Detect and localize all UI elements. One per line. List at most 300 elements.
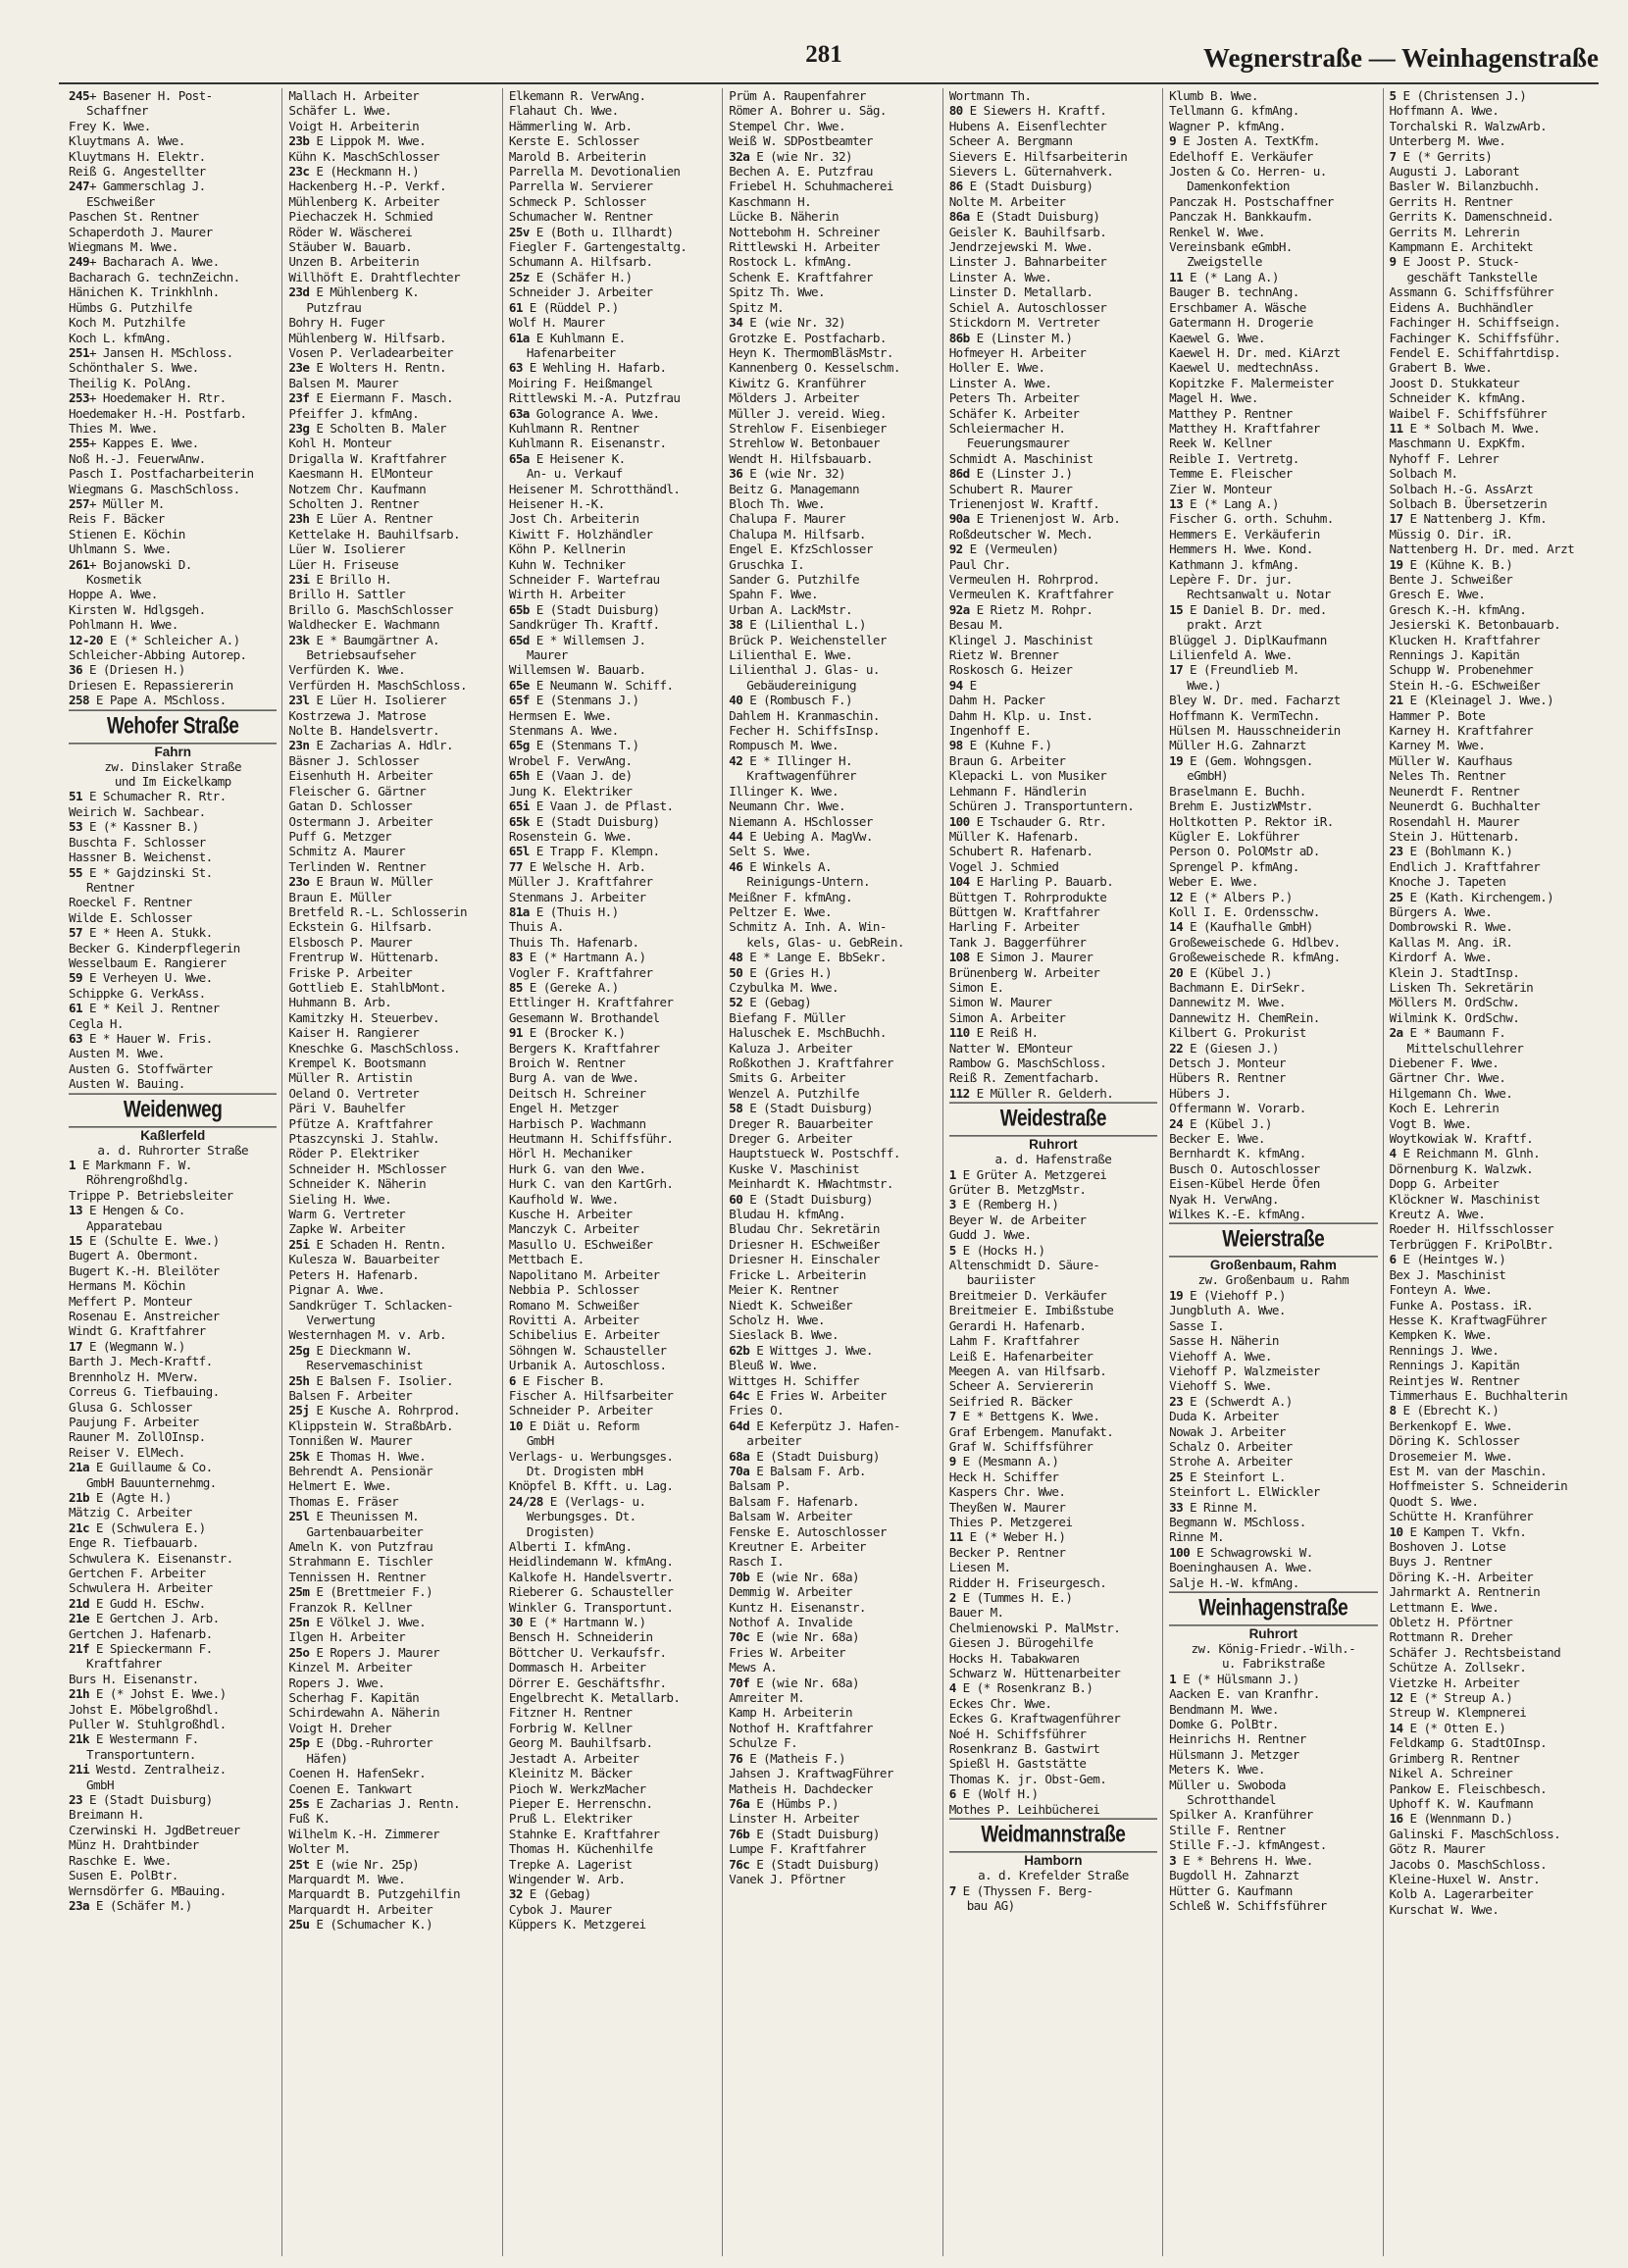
entry-continuation bbox=[69, 194, 277, 209]
directory-entry bbox=[1169, 693, 1377, 707]
header-rule bbox=[59, 82, 1599, 84]
entry-text: Coenen E. Tankwart bbox=[288, 1780, 413, 1796]
directory-entry bbox=[1169, 784, 1377, 799]
directory-entry bbox=[288, 331, 496, 345]
directory-entry bbox=[949, 1711, 1157, 1726]
directory-entry bbox=[949, 1364, 1157, 1378]
entry-text: E Daniel B. Dr. med. bbox=[1183, 601, 1327, 617]
house-number: 76 bbox=[729, 1750, 743, 1766]
directory-entry bbox=[949, 662, 1157, 677]
entry-text: Terbrüggen F. KriPolBtr. bbox=[1389, 1236, 1554, 1252]
directory-entry bbox=[729, 1252, 937, 1266]
entry-text: Natter W. EMonteur bbox=[948, 1040, 1073, 1056]
directory-entry bbox=[949, 1197, 1157, 1211]
entry-text: Hafenarbeiter bbox=[526, 344, 616, 360]
entry-text: Nolte M. Arbeiter bbox=[948, 193, 1066, 209]
directory-entry bbox=[729, 965, 937, 980]
directory-entry bbox=[509, 1827, 717, 1841]
directory-entry bbox=[69, 1460, 277, 1474]
directory-entry bbox=[1390, 254, 1598, 269]
entry-text: Koch M. Putzhilfe bbox=[69, 315, 185, 331]
entry-text: Jungbluth A. Wwe. bbox=[1169, 1303, 1286, 1318]
directory-entry bbox=[1390, 149, 1598, 164]
directory-entry bbox=[1169, 1409, 1377, 1423]
entry-text: E Siewers H. Kraftf. bbox=[962, 103, 1107, 119]
house-number: 65k bbox=[508, 813, 530, 829]
directory-entry bbox=[949, 1288, 1157, 1303]
directory-entry bbox=[1390, 965, 1598, 980]
directory-entry bbox=[69, 647, 277, 662]
entry-text: E * Illinger H. bbox=[742, 752, 852, 768]
entry-continuation bbox=[288, 1313, 496, 1327]
entry-text: Strahmann E. Tischler bbox=[288, 1554, 433, 1570]
entry-text: Söhngen W. Schausteller bbox=[508, 1342, 667, 1358]
entry-text: E Nattenberg J. Kfm. bbox=[1402, 511, 1548, 527]
entry-text: E Theunissen M. bbox=[309, 1509, 420, 1524]
entry-text: Hoffmann A. Wwe. bbox=[1389, 103, 1500, 119]
entry-text: Meißner F. kfmAng. bbox=[729, 889, 852, 904]
entry-text: Schubert R. Hafenarb. bbox=[948, 844, 1094, 859]
entry-text: E (Kübel J.) bbox=[1183, 1115, 1272, 1131]
house-number: 11 bbox=[1389, 420, 1403, 436]
entry-text: Großeweischede G. Hdlbev. bbox=[1169, 934, 1341, 950]
directory-columns bbox=[63, 88, 1603, 2256]
entry-text: Knoche J. Tapeten bbox=[1389, 874, 1506, 890]
directory-entry bbox=[949, 1666, 1157, 1680]
directory-entry bbox=[1390, 1373, 1598, 1388]
directory-entry bbox=[1390, 890, 1598, 904]
entry-text: Schleiermacher H. bbox=[948, 420, 1066, 436]
entry-text: E (Stadt Duisburg) bbox=[742, 1191, 873, 1207]
directory-entry bbox=[1390, 935, 1598, 950]
directory-entry bbox=[1169, 1778, 1377, 1792]
directory-entry bbox=[1390, 1449, 1598, 1464]
directory-entry bbox=[509, 1267, 717, 1282]
directory-entry bbox=[1169, 1364, 1377, 1378]
entry-text: Jost Ch. Arbeiterin bbox=[508, 511, 639, 527]
district-heading: Hamborn bbox=[1024, 1853, 1083, 1869]
entry-text: E * Hauer W. Fris. bbox=[81, 1030, 213, 1046]
entry-text: E Schwagrowski W. bbox=[1190, 1544, 1313, 1560]
house-number: 38 bbox=[729, 617, 743, 633]
entry-text: Dörrer E. Geschäftsfhr. bbox=[508, 1675, 667, 1690]
directory-entry bbox=[729, 300, 937, 315]
directory-entry bbox=[729, 119, 937, 133]
entry-text: Gertchen J. Hafenarb. bbox=[69, 1625, 213, 1641]
directory-entry bbox=[69, 970, 277, 985]
entry-text: Gebäudereinigung bbox=[746, 677, 856, 693]
directory-entry bbox=[288, 1902, 496, 1917]
entry-text: E Westermann F. bbox=[88, 1731, 199, 1747]
entry-text: Panczak H. Bankkaufm. bbox=[1169, 209, 1313, 225]
entry-text: bauriister bbox=[966, 1272, 1036, 1288]
entry-text: Lüer W. Isolierer bbox=[288, 541, 406, 557]
house-number: 3 bbox=[948, 1197, 956, 1212]
directory-entry bbox=[69, 1807, 277, 1822]
entry-text: Napolitano M. Arbeiter bbox=[508, 1266, 660, 1282]
entry-text: E (Schwulera E.) bbox=[88, 1520, 206, 1535]
entry-text: Verfürden H. MaschSchloss. bbox=[288, 677, 467, 693]
directory-entry bbox=[729, 239, 937, 254]
directory-entry bbox=[509, 1373, 717, 1388]
directory-entry bbox=[1169, 738, 1377, 752]
directory-entry bbox=[288, 1041, 496, 1056]
entry-text: Schaperdoth J. Maurer bbox=[69, 224, 213, 239]
directory-entry bbox=[729, 859, 937, 874]
directory-entry bbox=[1390, 1600, 1598, 1615]
directory-entry bbox=[288, 1025, 496, 1040]
directory-entry bbox=[949, 693, 1157, 707]
directory-entry bbox=[509, 254, 717, 269]
entry-text: Ettlinger H. Kraftfahrer bbox=[508, 995, 674, 1010]
directory-entry bbox=[1390, 995, 1598, 1009]
entry-text: ESchweißer bbox=[86, 193, 155, 209]
directory-entry bbox=[1390, 482, 1598, 496]
directory-entry bbox=[509, 1735, 717, 1750]
entry-text: Balsam F. Hafenarb. bbox=[729, 1493, 859, 1509]
entry-text: E Trienenjost W. Arb. bbox=[969, 511, 1121, 527]
directory-entry bbox=[949, 1086, 1157, 1101]
entry-text: E (Gebag) bbox=[742, 995, 812, 1010]
entry-text: Kannenberg O. Kesselschm. bbox=[729, 360, 900, 376]
directory-entry bbox=[729, 617, 937, 632]
directory-entry bbox=[288, 1857, 496, 1872]
entry-text: Harbisch P. Wachmann bbox=[508, 1115, 646, 1131]
entry-text: E (Heintges W.) bbox=[1396, 1252, 1506, 1267]
entry-text: E (* Otten E.) bbox=[1402, 1720, 1506, 1735]
entry-text: E (Gries H.) bbox=[742, 964, 833, 980]
entry-text: Spahn F. Wwe. bbox=[729, 587, 819, 602]
entry-text: Weiß W. SDPostbeamter bbox=[729, 133, 873, 149]
directory-entry bbox=[288, 1781, 496, 1796]
house-number: 91 bbox=[508, 1025, 523, 1041]
entry-text: Wilkes K.-E. kfmAng. bbox=[1169, 1207, 1306, 1222]
entry-text: E (Tummes H. E.) bbox=[955, 1590, 1073, 1605]
directory-entry bbox=[1390, 1237, 1598, 1252]
directory-entry bbox=[1390, 1721, 1598, 1735]
house-number: 23n bbox=[288, 738, 310, 753]
entry-continuation bbox=[69, 1747, 277, 1762]
entry-text: Krempel K. Bootsmann bbox=[288, 1056, 427, 1070]
entry-text: Ostermann J. Arbeiter bbox=[288, 813, 433, 829]
entry-text: bau AG) bbox=[966, 1897, 1015, 1913]
entry-text: E Thomas H. Wwe. bbox=[309, 1448, 427, 1464]
directory-entry bbox=[69, 88, 277, 103]
directory-entry bbox=[288, 1131, 496, 1146]
directory-entry bbox=[729, 1086, 937, 1101]
house-number: 15 bbox=[1169, 601, 1184, 617]
directory-entry bbox=[949, 572, 1157, 587]
entry-text: Feuerungsmaurer bbox=[966, 436, 1070, 451]
entry-text: Hümbs G. Putzhilfe bbox=[69, 299, 192, 315]
entry-continuation bbox=[509, 1433, 717, 1448]
entry-text: Bludau Chr. Sekretärin bbox=[729, 1221, 880, 1237]
entry-text: Grotzke E. Postfacharb. bbox=[729, 330, 887, 345]
entry-text: Klöckner W. Maschinist bbox=[1389, 1191, 1541, 1207]
entry-text: Nyhoff F. Lehrer bbox=[1389, 450, 1500, 466]
entry-text: Leiß E. Hafenarbeiter bbox=[948, 1348, 1094, 1364]
entry-text: Aacken E. van Kranfhr. bbox=[1169, 1686, 1320, 1702]
entry-text: Schmeck P. Schlosser bbox=[508, 193, 646, 209]
entry-text: Gerrits M. Lehrerin bbox=[1389, 224, 1520, 239]
directory-entry bbox=[69, 225, 277, 239]
entry-text: Kleinitz M. Bäcker bbox=[508, 1766, 633, 1781]
entry-text: E Markmann F. W. bbox=[75, 1158, 192, 1172]
entry-text: Apparatebau bbox=[86, 1217, 162, 1233]
entry-text: Schleß W. Schiffsführer bbox=[1169, 1897, 1327, 1913]
entry-text: E Schaden H. Rentn. bbox=[309, 1236, 447, 1252]
entry-text: Frey K. Wwe. bbox=[69, 118, 151, 133]
entry-continuation bbox=[729, 1433, 937, 1448]
entry-text: Rechtsanwalt u. Notar bbox=[1187, 587, 1331, 602]
directory-entry bbox=[1390, 103, 1598, 118]
entry-text: E (Viehoff P.) bbox=[1183, 1287, 1286, 1303]
entry-text: Augusti J. Laborant bbox=[1389, 164, 1520, 180]
house-number: 5 bbox=[948, 1242, 956, 1258]
directory-entry bbox=[288, 1221, 496, 1236]
directory-entry bbox=[729, 647, 937, 662]
directory-entry bbox=[1390, 633, 1598, 647]
entry-text: Reinigungs-Untern. bbox=[746, 874, 870, 890]
entry-text: Kurschat W. Wwe. bbox=[1389, 1901, 1500, 1917]
directory-entry bbox=[1169, 950, 1377, 964]
house-number: 83 bbox=[508, 950, 523, 965]
house-number: 61a bbox=[508, 330, 530, 345]
directory-entry bbox=[1169, 496, 1377, 511]
entry-continuation bbox=[949, 1898, 1157, 1913]
directory-entry bbox=[729, 1358, 937, 1372]
entry-text: Torchalski R. WalzwArb. bbox=[1389, 118, 1548, 133]
directory-entry bbox=[1390, 1766, 1598, 1780]
directory-entry bbox=[949, 1349, 1157, 1364]
directory-entry bbox=[729, 587, 937, 601]
entry-text: Becker G. Kinderpflegerin bbox=[69, 940, 240, 955]
house-number: 25k bbox=[288, 1448, 310, 1464]
entry-text: Nyak H. VerwAng. bbox=[1169, 1191, 1279, 1207]
entry-text: Bäsner J. Schlosser bbox=[288, 752, 420, 768]
directory-entry bbox=[69, 119, 277, 133]
directory-entry bbox=[729, 1705, 937, 1720]
directory-entry bbox=[288, 799, 496, 813]
directory-entry bbox=[69, 421, 277, 436]
entry-text: Kreutner E. Arbeiter bbox=[729, 1539, 866, 1554]
directory-entry bbox=[1169, 1056, 1377, 1070]
directory-entry bbox=[69, 1323, 277, 1338]
house-number: 25o bbox=[288, 1644, 310, 1660]
entry-text: Czybulka M. Wwe. bbox=[729, 979, 839, 995]
entry-text: Schmitz A. Inh. A. Win- bbox=[729, 919, 887, 935]
directory-entry bbox=[1169, 88, 1377, 103]
house-number: 86a bbox=[948, 209, 970, 225]
directory-entry bbox=[288, 239, 496, 254]
house-number: 57 bbox=[69, 925, 82, 941]
directory-entry bbox=[949, 1424, 1157, 1439]
directory-entry bbox=[69, 436, 277, 450]
entry-text: Puff G. Metzger bbox=[288, 828, 392, 844]
entry-text: Heck H. Schiffer bbox=[948, 1469, 1059, 1484]
directory-entry bbox=[729, 919, 937, 934]
entry-text: Hermsen E. Wwe. bbox=[508, 707, 612, 723]
directory-entry bbox=[509, 179, 717, 193]
entry-text: Lilienthal J. Glas- u. bbox=[729, 662, 880, 678]
directory-entry bbox=[1390, 1207, 1598, 1221]
entry-text: Ropers J. Wwe. bbox=[288, 1675, 385, 1690]
entry-text: Dannewitz H. ChemRein. bbox=[1169, 1009, 1320, 1025]
directory-entry bbox=[288, 1766, 496, 1780]
entry-text: Brillo H. Sattler bbox=[288, 587, 406, 602]
directory-entry bbox=[69, 1354, 277, 1368]
directory-entry bbox=[1169, 814, 1377, 829]
directory-entry bbox=[1390, 859, 1598, 874]
house-number: 36 bbox=[69, 662, 82, 678]
directory-entry bbox=[509, 1101, 717, 1115]
directory-entry bbox=[509, 1221, 717, 1236]
directory-entry bbox=[288, 859, 496, 874]
directory-entry bbox=[949, 360, 1157, 375]
entry-text: Mallach H. Arbeiter bbox=[288, 88, 420, 103]
directory-entry bbox=[1390, 1690, 1598, 1705]
directory-entry bbox=[729, 406, 937, 421]
directory-entry bbox=[949, 164, 1157, 179]
directory-entry bbox=[509, 995, 717, 1009]
entry-text: Zweigstelle bbox=[1187, 254, 1262, 270]
house-number: 98 bbox=[948, 738, 963, 753]
directory-entry bbox=[288, 617, 496, 632]
entry-text: E (Agte H.) bbox=[88, 1489, 172, 1505]
entry-text: Wernsdörfer G. MBauing. bbox=[69, 1882, 227, 1898]
entry-text: Maurer bbox=[526, 647, 568, 663]
directory-entry bbox=[1169, 1853, 1377, 1868]
entry-text: Hörl H. Mechaniker bbox=[508, 1146, 633, 1161]
entry-text: Braun G. Arbeiter bbox=[948, 752, 1066, 768]
entry-text: + Kappes E. Wwe. bbox=[88, 436, 199, 451]
entry-text: Kühn K. MaschSchlosser bbox=[288, 148, 440, 164]
house-number: 25i bbox=[288, 1236, 310, 1252]
entry-text: E Wolters H. Rentn. bbox=[309, 360, 447, 376]
directory-entry bbox=[949, 1439, 1157, 1454]
directory-entry bbox=[1169, 1672, 1377, 1686]
directory-entry bbox=[288, 1282, 496, 1297]
entry-text: Vereinsbank eGmbH. bbox=[1169, 239, 1293, 255]
directory-entry bbox=[1169, 406, 1377, 421]
entry-text: Temme E. Fleischer bbox=[1169, 466, 1293, 482]
directory-entry bbox=[509, 1494, 717, 1509]
entry-text: Haluschek E. MschBuchh. bbox=[729, 1025, 887, 1041]
entry-text: Schleicher-Abbing Autorep. bbox=[69, 647, 247, 663]
entry-text: Viehoff S. Wwe. bbox=[1169, 1378, 1272, 1394]
house-number: 70c bbox=[729, 1629, 750, 1645]
directory-entry bbox=[288, 345, 496, 360]
entry-text: Schönthaler S. Wwe. bbox=[69, 360, 199, 376]
entry-text: Hocks H. Tabakwaren bbox=[948, 1650, 1080, 1666]
directory-entry bbox=[288, 179, 496, 193]
entry-text: Stienen E. Köchin bbox=[69, 526, 185, 541]
directory-entry bbox=[949, 950, 1157, 964]
directory-entry bbox=[69, 1490, 277, 1505]
entry-text: Austen W. Bauing. bbox=[69, 1076, 185, 1092]
directory-entry bbox=[1390, 1872, 1598, 1886]
directory-entry bbox=[69, 1158, 277, 1172]
entry-text: Masullo U. ESchweißer bbox=[508, 1236, 653, 1252]
entry-text: E (Schulte E. Wwe.) bbox=[81, 1233, 220, 1249]
directory-entry bbox=[288, 1539, 496, 1554]
entry-text: Reible I. Vertretg. bbox=[1169, 450, 1299, 466]
directory-column bbox=[502, 88, 722, 2256]
directory-entry bbox=[1390, 799, 1598, 813]
house-number: 110 bbox=[948, 1025, 970, 1041]
entry-text: E (Brettmeier F.) bbox=[309, 1584, 433, 1600]
directory-entry bbox=[1390, 1675, 1598, 1690]
directory-entry bbox=[1390, 1433, 1598, 1448]
directory-entry bbox=[1169, 723, 1377, 738]
house-number: 25n bbox=[288, 1615, 310, 1630]
entry-text: Rieberer G. Schausteller bbox=[508, 1584, 674, 1600]
house-number: 25j bbox=[288, 1403, 310, 1418]
directory-entry bbox=[1169, 1484, 1377, 1499]
entry-text: E (Thuis H.) bbox=[529, 903, 619, 919]
directory-entry bbox=[729, 164, 937, 179]
directory-entry bbox=[729, 1207, 937, 1221]
house-number: 25u bbox=[288, 1917, 310, 1933]
directory-entry bbox=[509, 1872, 717, 1886]
entry-text: Schwulera K. Eisenanstr. bbox=[69, 1550, 233, 1566]
entry-continuation bbox=[1169, 1792, 1377, 1807]
entry-text: Bente J. Schweißer bbox=[1389, 572, 1513, 587]
directory-entry bbox=[949, 1454, 1157, 1469]
entry-text: E * Lange E. BbSekr. bbox=[742, 950, 887, 965]
directory-entry bbox=[69, 1596, 277, 1611]
entry-text: E (Hümbs P.) bbox=[749, 1795, 839, 1811]
entry-text: Strehlow F. Eisenbieger bbox=[729, 420, 887, 436]
directory-entry bbox=[288, 1675, 496, 1690]
directory-entry bbox=[949, 799, 1157, 813]
house-number: 77 bbox=[508, 858, 523, 874]
entry-text: Zier W. Monteur bbox=[1169, 481, 1272, 496]
entry-text: Schäfer K. Arbeiter bbox=[948, 405, 1080, 421]
entry-text: Gertchen F. Arbeiter bbox=[69, 1565, 206, 1580]
district-heading: Ruhrort bbox=[1248, 1626, 1298, 1641]
directory-entry bbox=[949, 421, 1157, 436]
entry-text: Roeckel F. Rentner bbox=[69, 895, 192, 910]
directory-entry bbox=[729, 950, 937, 964]
directory-entry bbox=[729, 1554, 937, 1569]
directory-entry bbox=[69, 511, 277, 526]
directory-entry bbox=[1390, 1705, 1598, 1720]
entry-text: E (Vermeulen) bbox=[962, 541, 1059, 557]
entry-text: Fricke L. Arbeiterin bbox=[729, 1266, 866, 1282]
directory-entry bbox=[288, 1509, 496, 1523]
directory-entry bbox=[1169, 421, 1377, 436]
directory-entry bbox=[509, 723, 717, 738]
entry-text: Engel E. KfzSchlosser bbox=[729, 541, 873, 557]
directory-entry bbox=[949, 557, 1157, 572]
directory-entry bbox=[69, 835, 277, 850]
directory-entry bbox=[1390, 904, 1598, 919]
directory-entry bbox=[949, 1227, 1157, 1242]
directory-entry bbox=[1390, 88, 1598, 103]
directory-entry bbox=[949, 1802, 1157, 1817]
house-number: 25 bbox=[1389, 889, 1403, 904]
entry-text: Drogisten) bbox=[526, 1523, 595, 1539]
directory-entry bbox=[1390, 284, 1598, 299]
entry-text: Vosen P. Verladearbeiter bbox=[288, 344, 453, 360]
directory-entry bbox=[509, 1570, 717, 1584]
directory-entry bbox=[1390, 331, 1598, 345]
house-number: 23 bbox=[69, 1792, 82, 1808]
directory-entry bbox=[69, 315, 277, 330]
running-head: Wegnerstraße — Weinhagenstraße bbox=[1203, 43, 1599, 73]
house-number: 16 bbox=[1389, 1811, 1403, 1827]
